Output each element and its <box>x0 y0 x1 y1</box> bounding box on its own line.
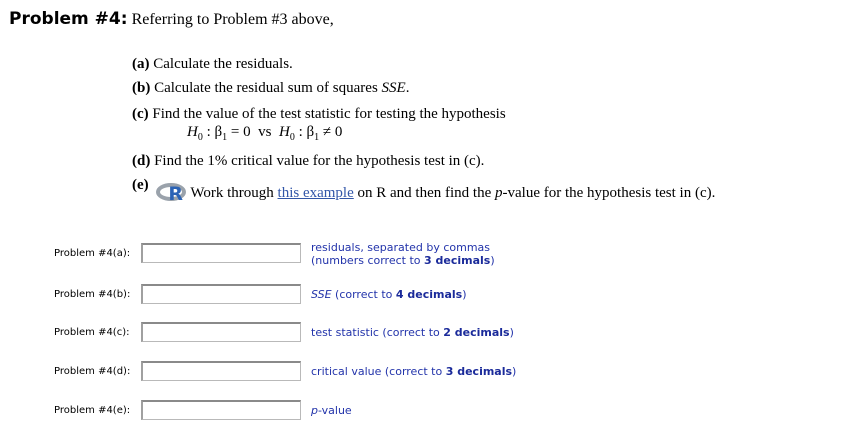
part-d <box>132 153 484 170</box>
answer-input-4a[interactable] <box>141 243 301 263</box>
answer-row-a <box>0 243 847 267</box>
part-tag: (d) <box>132 153 151 169</box>
h1-beta-sub: 1 <box>314 132 320 143</box>
hint-after: -value <box>317 404 352 417</box>
part-tag: (e) <box>132 177 149 193</box>
h1-neq: ≠ 0 <box>319 124 343 140</box>
h1-symbol: H <box>278 124 290 140</box>
answer-hint <box>311 404 352 417</box>
part-b <box>132 80 409 97</box>
answer-input-4e[interactable] <box>141 400 301 420</box>
hypothesis <box>187 124 342 143</box>
part-text: Work through <box>190 185 278 201</box>
hyp-vs: vs <box>258 124 272 140</box>
hint-before: test statistic (correct to <box>311 326 444 339</box>
h0-beta-sub: 1 <box>222 132 228 143</box>
part-text: Calculate the residuals. <box>153 56 293 72</box>
problem-header <box>9 9 334 29</box>
part-text: Find the value of the test statistic for testing the hypothesis <box>152 106 506 122</box>
hint-after: ) <box>509 326 514 339</box>
answer-label: Problem #4(b): <box>54 289 131 300</box>
answer-hint <box>311 288 466 301</box>
answer-hint <box>311 241 495 267</box>
answer-input-4b[interactable] <box>141 284 301 304</box>
part-text: Calculate the residual sum of squares <box>154 80 382 96</box>
answer-label: Problem #4(e): <box>54 405 131 416</box>
hint-before: (correct to <box>331 288 396 301</box>
part-italic: p <box>495 185 503 201</box>
answer-row-b <box>0 284 847 308</box>
answer-hint <box>311 365 516 378</box>
part-a <box>132 56 293 73</box>
hint-italic: SSE <box>311 288 332 301</box>
r-logo-letter: R <box>168 183 184 205</box>
problem-intro: Referring to Problem #3 above, <box>131 11 334 28</box>
part-text-after: . <box>405 80 410 96</box>
h0-symbol: H <box>187 124 198 140</box>
hint-after: ) <box>512 365 517 378</box>
hint-bold: 4 decimals <box>395 288 463 301</box>
hint-before: critical value (correct to <box>311 365 446 378</box>
part-text: Find the 1% critical value for the hypothesis test in (c). <box>154 153 485 169</box>
part-text-middle: on R and then find the <box>353 185 495 201</box>
this-example-link[interactable]: this example <box>277 185 354 201</box>
r-logo-icon <box>156 181 190 205</box>
answer-input-4d[interactable] <box>141 361 301 381</box>
h0-eq: = 0 <box>227 124 251 140</box>
hint-after: ) <box>462 288 467 301</box>
answer-label: Problem #4(d): <box>54 366 131 377</box>
part-tag: (a) <box>132 56 150 72</box>
h1-sub: 0 <box>289 132 295 143</box>
part-c <box>132 106 506 123</box>
hint-after: ) <box>490 254 495 267</box>
h0-sub: 0 <box>197 132 203 143</box>
problem-number: Problem #4: <box>9 9 128 29</box>
part-tag: (b) <box>132 80 151 96</box>
answer-row-e <box>0 400 847 424</box>
hint-bold: 3 decimals <box>424 254 491 267</box>
part-text-after: -value for the hypothesis test in (c). <box>502 185 716 201</box>
answer-label: Problem #4(c): <box>54 327 130 338</box>
answer-label: Problem #4(a): <box>54 248 131 259</box>
h1-rest: : β <box>294 124 315 140</box>
hint-italic: p <box>311 404 318 417</box>
answer-row-d <box>0 361 847 385</box>
hint-bold: 2 decimals <box>443 326 510 339</box>
part-italic: SSE <box>381 80 406 96</box>
answer-hint <box>311 326 514 339</box>
answer-row-c <box>0 322 847 346</box>
hint-bold: 3 decimals <box>445 365 513 378</box>
part-tag: (c) <box>132 106 149 122</box>
answer-input-4c[interactable] <box>141 322 301 342</box>
hint-line2: (numbers correct to <box>311 254 425 267</box>
h0-rest: : β <box>202 124 223 140</box>
hint-line1: residuals, separated by commas <box>311 241 491 254</box>
part-e <box>132 177 715 205</box>
